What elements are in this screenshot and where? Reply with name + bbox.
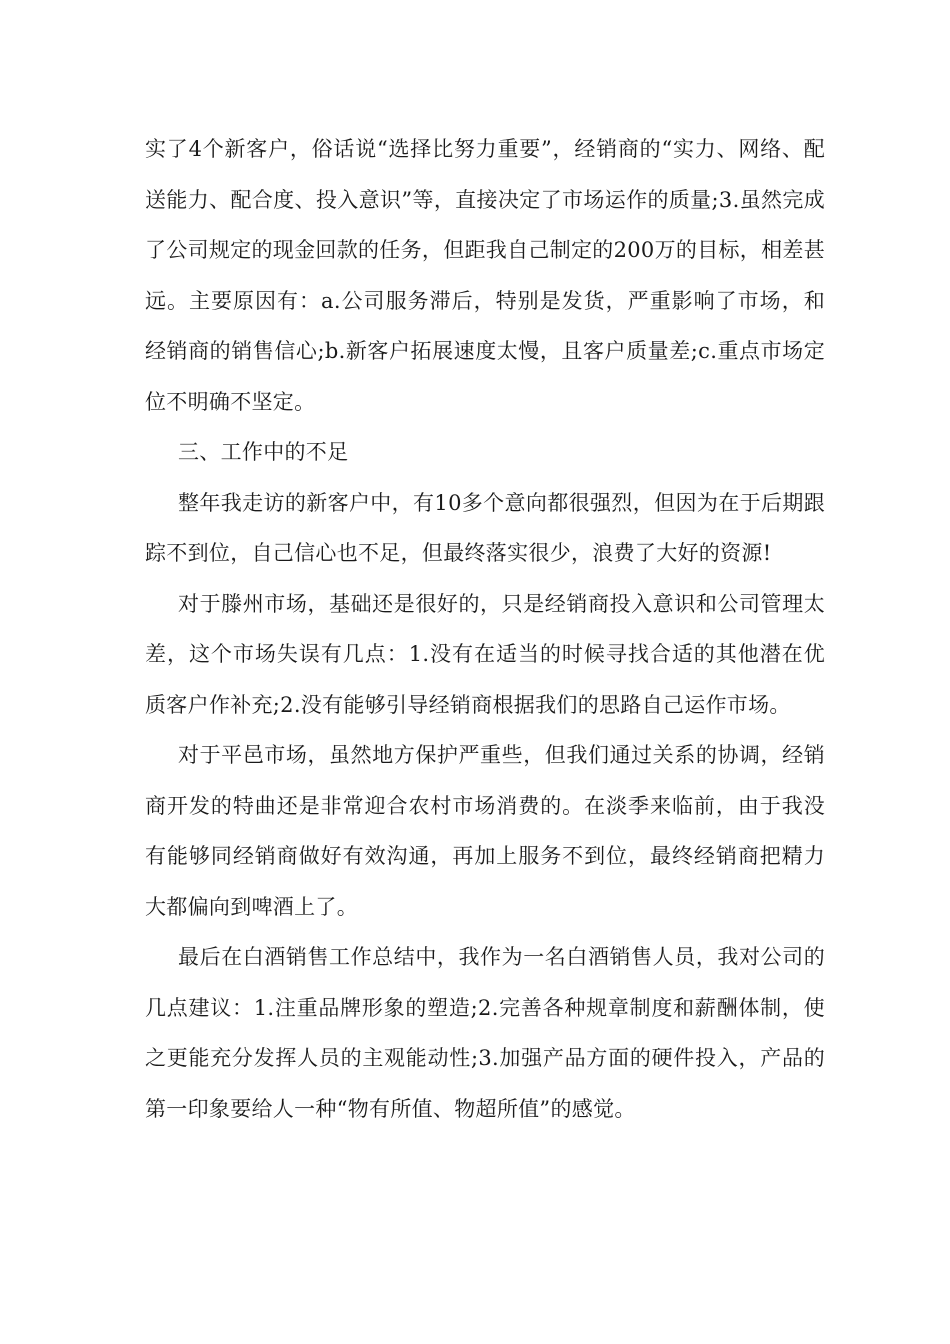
document-page — [145, 124, 825, 1134]
paragraph-suggestions: 最后在白酒销售工作总结中，我作为一名白酒销售人员，我对公司的几点建议：1.注重品牌形象的塑造;2.完善各种规章制度和薪酬体制，使之更能充分发挥人员的主观能动性;3.加强产品方面的硬件投入，产品的第一印象要给人一种“物有所值、物超所值”的感觉。 — [145, 945, 825, 1121]
paragraph-continuation: 实了4个新客户，俗话说“选择比努力重要”，经销商的“实力、网络、配送能力、配合度、投入意识”等，直接决定了市场运作的质量;3.虽然完成了公司规定的现金回款的任务，但距我自己制定的200万的目标，相差甚远。主要原因有：a.公司服务滞后，特别是发货，严重影响了市场，和经销商的销售信心;b.新客户拓展速度太慢，且客户质量差;c.重点市场定位不明确不坚定。 — [145, 137, 825, 414]
paragraph-pingyi-market: 对于平邑市场，虽然地方保护严重些，但我们通过关系的协调，经销商开发的特曲还是非常迎合农村市场消费的。在淡季来临前，由于我没有能够同经销商做好有效沟通，再加上服务不到位，最终经销商把精力大都偏向到啤酒上了。 — [145, 743, 825, 919]
paragraph-tengzhou-market: 对于滕州市场，基础还是很好的，只是经销商投入意识和公司管理太差，这个市场失误有几点：1.没有在适当的时候寻找合适的其他潜在优质客户作补充;2.没有能够引导经销商根据我们的思路自己运作市场。 — [145, 591, 825, 717]
paragraph-new-customers: 整年我走访的新客户中，有10多个意向都很强烈，但因为在于后期跟踪不到位，自己信心也不足，但最终落实很少，浪费了大好的资源! — [145, 490, 825, 565]
section-heading-shortcomings: 三、工作中的不足 — [178, 440, 349, 464]
